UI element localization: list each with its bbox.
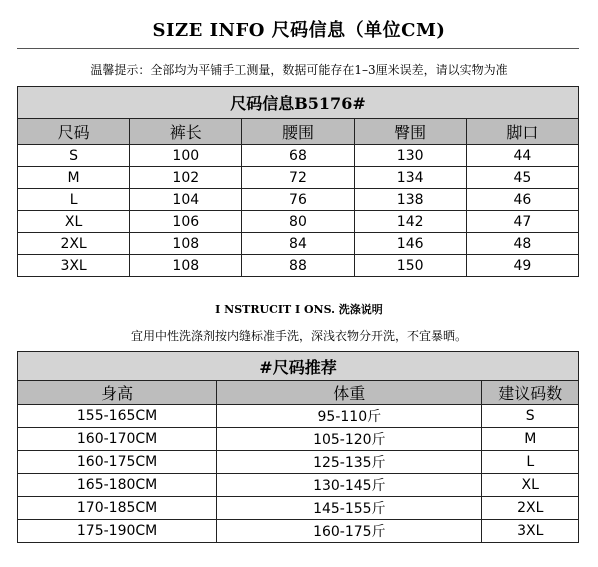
- table-cell: 106: [130, 211, 242, 233]
- table-cell: 2XL: [18, 233, 130, 255]
- size-recommendation-table: [17, 351, 579, 543]
- table-cell: 49: [466, 255, 578, 277]
- table-cell: 145-155斤: [217, 497, 482, 520]
- table-cell: 80: [242, 211, 354, 233]
- table-cell: S: [18, 145, 130, 167]
- page-title: SIZE INFO 尺码信息（单位CM): [152, 20, 446, 41]
- table-cell: 160-175CM: [18, 451, 217, 474]
- measurement-tip: 温馨提示：全部均为平铺手工测量，数据可能存在1–3厘米误差，请以实物为准: [90, 63, 508, 77]
- table-row: [18, 497, 579, 520]
- table-cell: 108: [130, 233, 242, 255]
- table-cell: 95-110斤: [217, 405, 482, 428]
- table-cell: 108: [130, 255, 242, 277]
- table-cell: 155-165CM: [18, 405, 217, 428]
- table-row: [18, 428, 579, 451]
- header-size: 尺码: [18, 119, 130, 145]
- table-cell: 2XL: [482, 497, 579, 520]
- header-pants-length: 裤长: [130, 119, 242, 145]
- table-row: [18, 520, 579, 543]
- table-cell: 175-190CM: [18, 520, 217, 543]
- table-row: [18, 474, 579, 497]
- table-row: [18, 145, 579, 167]
- table-row: [18, 255, 579, 277]
- table-cell: M: [482, 428, 579, 451]
- table-row: [18, 451, 579, 474]
- table-cell: 48: [466, 233, 578, 255]
- table-cell: 3XL: [18, 255, 130, 277]
- size-info-table: [17, 86, 579, 277]
- table-row: [18, 405, 579, 428]
- table-cell: 125-135斤: [217, 451, 482, 474]
- table-cell: 105-120斤: [217, 428, 482, 451]
- header-weight: 体重: [217, 381, 482, 405]
- table-row: [18, 167, 579, 189]
- table-cell: 44: [466, 145, 578, 167]
- table-cell: 88: [242, 255, 354, 277]
- table-cell: 68: [242, 145, 354, 167]
- table-cell: 47: [466, 211, 578, 233]
- header-waist: 腰围: [242, 119, 354, 145]
- table-cell: L: [18, 189, 130, 211]
- wash-instructions-title: I NSTRUCIT I ONS. 洗涤说明: [215, 303, 383, 316]
- table-cell: 142: [354, 211, 466, 233]
- table-cell: 134: [354, 167, 466, 189]
- table-cell: 46: [466, 189, 578, 211]
- header-hip: 臀围: [354, 119, 466, 145]
- table-cell: S: [482, 405, 579, 428]
- table-cell: 84: [242, 233, 354, 255]
- table-cell: 72: [242, 167, 354, 189]
- table-cell: 160-170CM: [18, 428, 217, 451]
- wash-instructions-text: 宜用中性洗涤剂按内缝标准手洗，深浅衣物分开洗，不宜暴晒。: [130, 329, 467, 343]
- table-cell: 170-185CM: [18, 497, 217, 520]
- table-cell: 76: [242, 189, 354, 211]
- table-cell: XL: [482, 474, 579, 497]
- header-suggested-size: 建议码数: [482, 381, 579, 405]
- title-divider: [17, 48, 579, 49]
- table-row: [18, 211, 579, 233]
- table-cell: 130: [354, 145, 466, 167]
- recommendation-caption: #尺码推荐: [18, 352, 579, 381]
- table-row: [18, 189, 579, 211]
- header-height: 身高: [18, 381, 217, 405]
- table-cell: M: [18, 167, 130, 189]
- table-cell: 138: [354, 189, 466, 211]
- table-cell: 160-175斤: [217, 520, 482, 543]
- table-cell: 102: [130, 167, 242, 189]
- table-cell: 150: [354, 255, 466, 277]
- table-cell: 130-145斤: [217, 474, 482, 497]
- table-row: [18, 233, 579, 255]
- table-cell: L: [482, 451, 579, 474]
- table-cell: 146: [354, 233, 466, 255]
- table-cell: 100: [130, 145, 242, 167]
- table-cell: XL: [18, 211, 130, 233]
- header-hem: 脚口: [466, 119, 578, 145]
- table-cell: 3XL: [482, 520, 579, 543]
- table-cell: 45: [466, 167, 578, 189]
- size-info-caption: 尺码信息B5176#: [18, 87, 579, 119]
- table-cell: 104: [130, 189, 242, 211]
- table-cell: 165-180CM: [18, 474, 217, 497]
